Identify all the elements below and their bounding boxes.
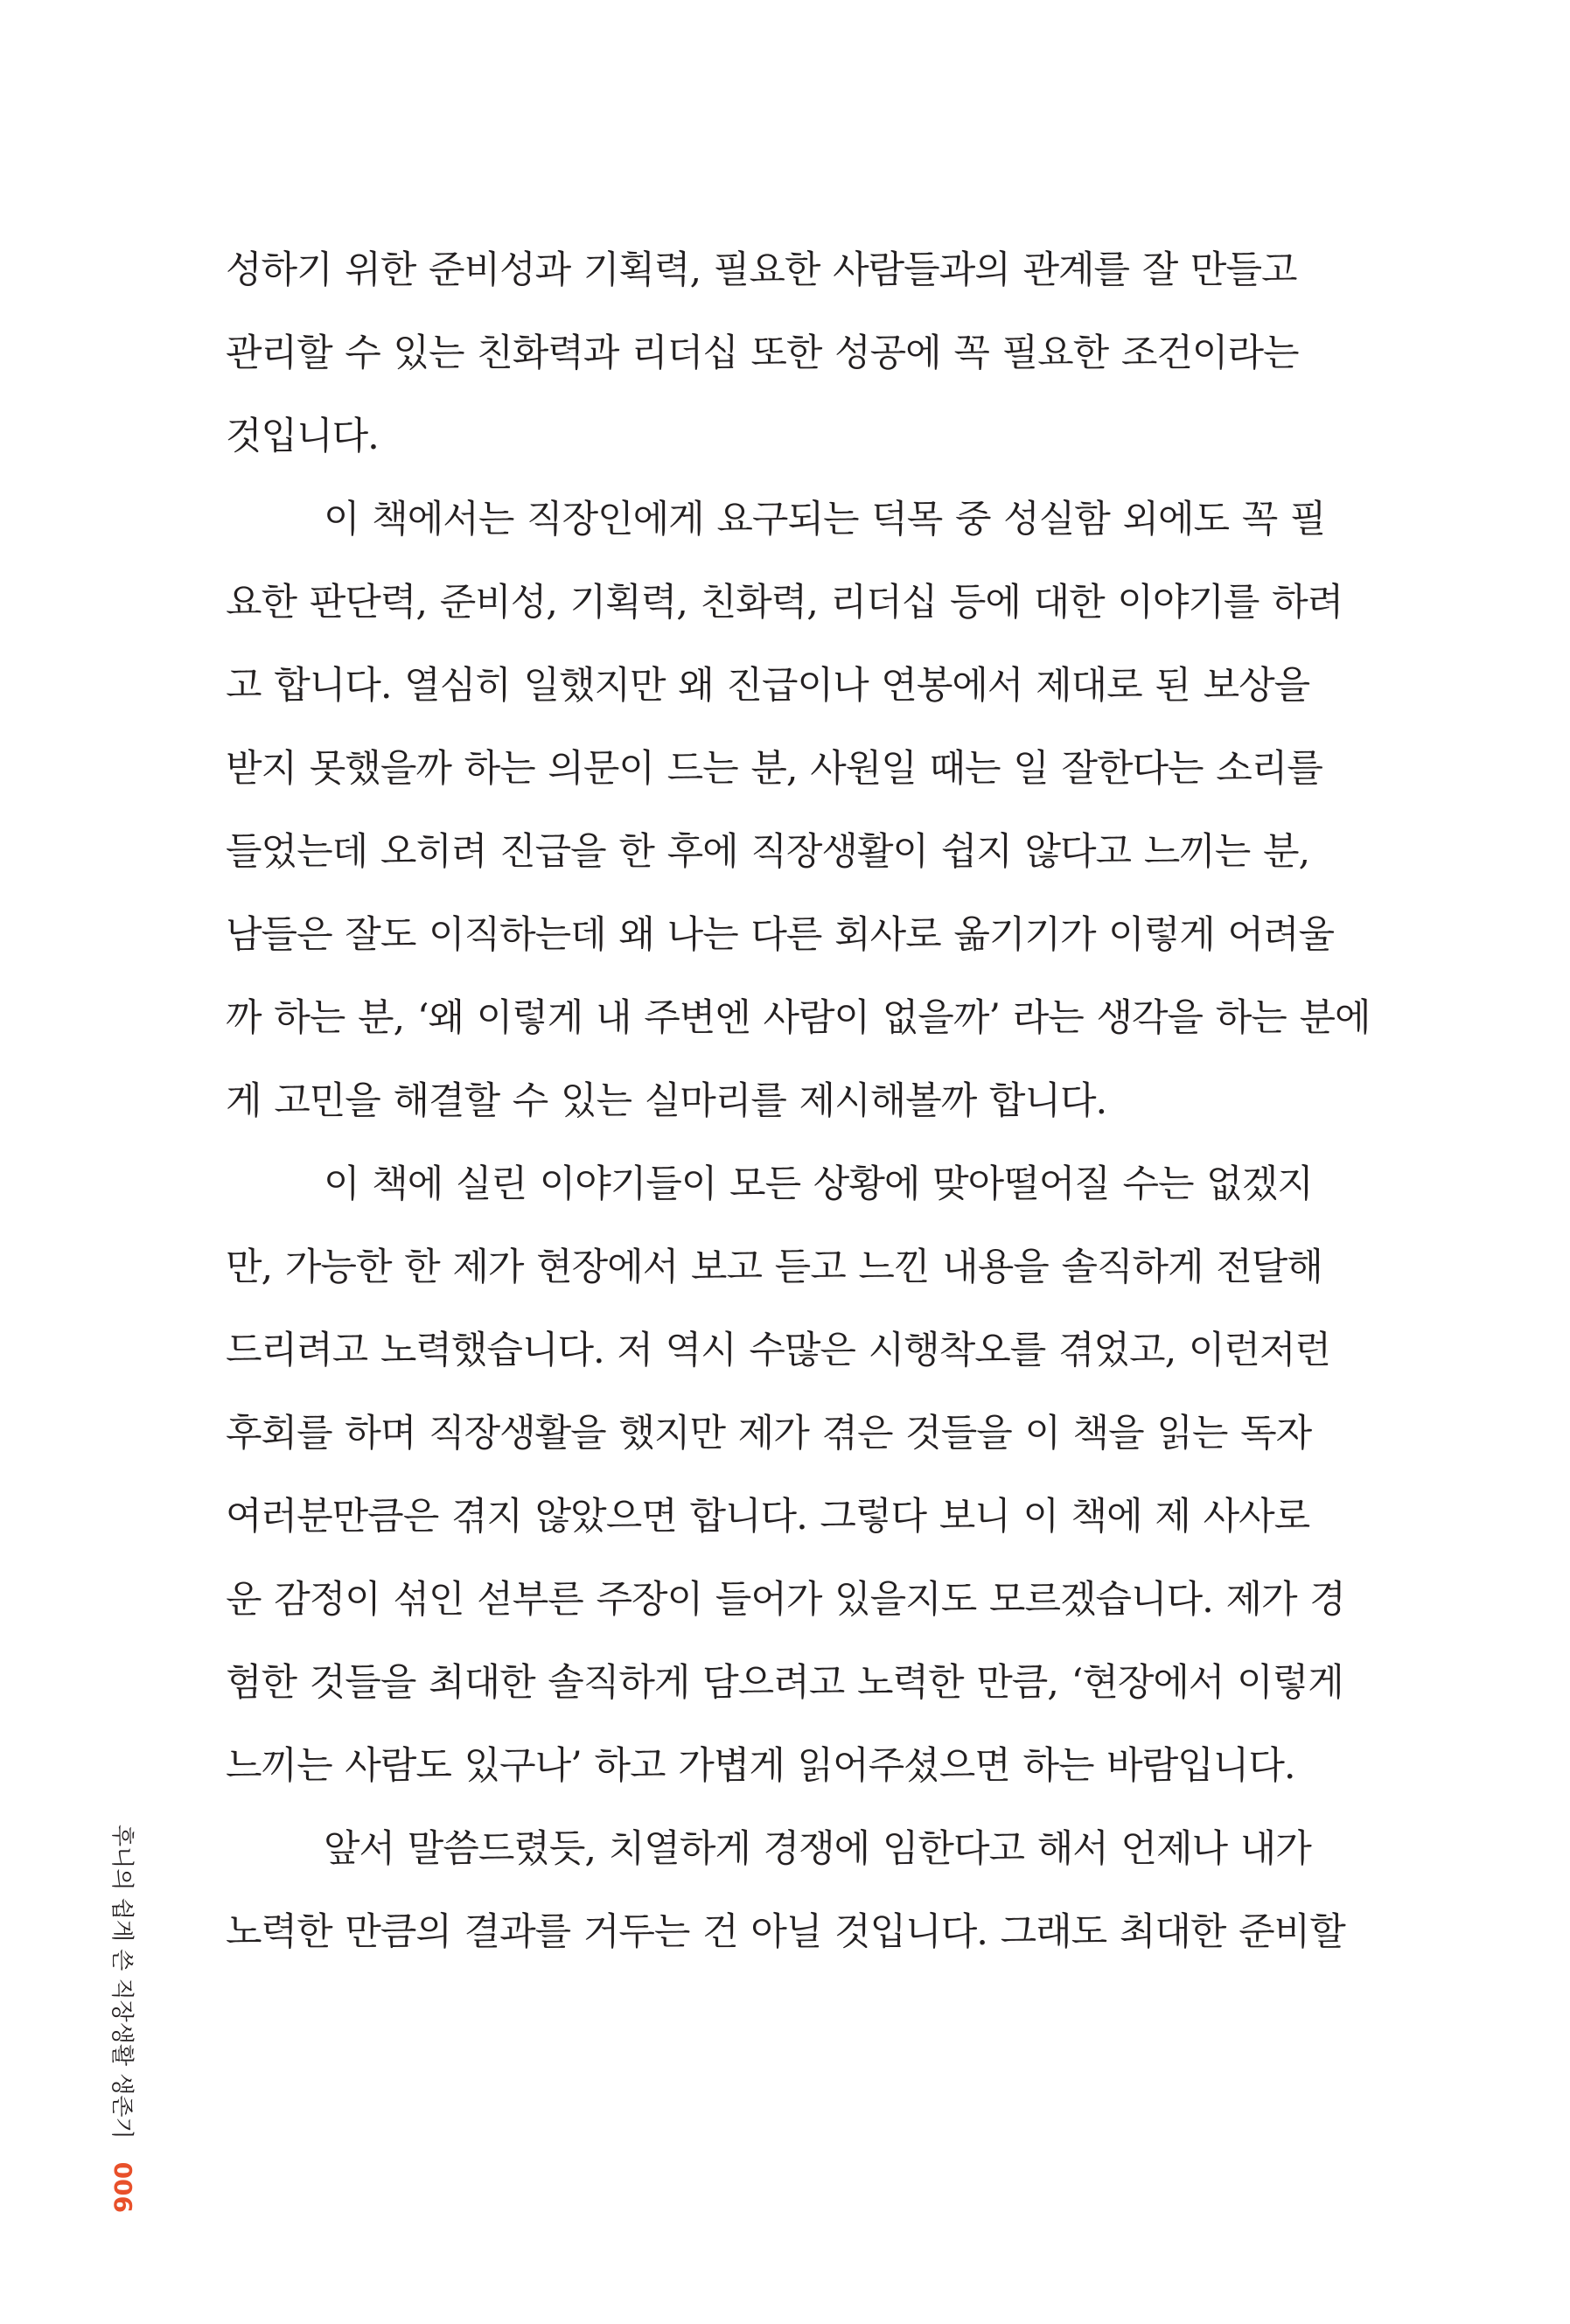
text-line: 요한 판단력, 준비성, 기획력, 친화력, 리더십 등에 대한 이야기를 하려: [226, 581, 1343, 625]
text-line: 노력한 만큼의 결과를 거두는 건 아닐 것입니다. 그래도 최대한 준비할: [226, 1910, 1345, 1954]
text-line: 들었는데 오히려 진급을 한 후에 직장생활이 쉽지 않다고 느끼는 분,: [226, 830, 1310, 874]
text-line: 만, 가능한 한 제가 현장에서 보고 듣고 느낀 내용을 솔직하게 전달해: [226, 1246, 1322, 1289]
text-line: 운 감정이 섞인 섣부른 주장이 들어가 있을지도 모르겠습니다. 제가 경: [226, 1578, 1345, 1622]
text-line: 것입니다.: [226, 415, 379, 458]
paragraph: [226, 1808, 1345, 1974]
page-number: 006: [108, 2161, 137, 2214]
paragraph: [226, 1143, 1345, 1808]
text-line: 까 하는 분, ‘왜 이렇게 내 주변엔 사람이 없을까’ 라는 생각을 하는 분에: [226, 996, 1371, 1040]
paragraph: [226, 229, 1299, 478]
text-line: 이 책에 실린 이야기들이 모든 상황에 맞아떨어질 수는 없겠지: [324, 1162, 1313, 1206]
paragraph: [226, 478, 1371, 1143]
text-line: 이 책에서는 직장인에게 요구되는 덕목 중 성실함 외에도 꼭 필: [324, 498, 1326, 541]
text-line: 험한 것들을 최대한 솔직하게 담으려고 노력한 만큼, ‘현장에서 이렇게: [226, 1661, 1343, 1705]
text-line: 고 합니다. 열심히 일했지만 왜 진급이나 연봉에서 제대로 된 보상을: [226, 664, 1310, 708]
book-title: 후니의 쉽게 쓴 직장생활 생존기: [108, 1825, 135, 2139]
text-line: 게 고민을 해결할 수 있는 실마리를 제시해볼까 합니다.: [226, 1079, 1107, 1123]
body-text: [226, 229, 1371, 1974]
text-line: 후회를 하며 직장생활을 했지만 제가 겪은 것들을 이 책을 읽는 독자: [226, 1412, 1312, 1455]
text-line: 성하기 위한 준비성과 기획력, 필요한 사람들과의 관계를 잘 만들고: [226, 248, 1297, 292]
text-line: 앞서 말씀드렸듯, 치열하게 경쟁에 임한다고 해서 언제나 내가: [324, 1827, 1311, 1871]
text-line: 느끼는 사람도 있구나’ 하고 가볍게 읽어주셨으면 하는 바람입니다.: [226, 1744, 1295, 1788]
text-line: 드리려고 노력했습니다. 저 역시 수많은 시행착오를 겪었고, 이런저런: [226, 1329, 1331, 1372]
text-line: 여러분만큼은 겪지 않았으면 합니다. 그렇다 보니 이 책에 제 사사로: [226, 1495, 1310, 1539]
text-line: 남들은 잘도 이직하는데 왜 나는 다른 회사로 옮기기가 이렇게 어려울: [226, 913, 1335, 957]
text-line: 관리할 수 있는 친화력과 리더십 또한 성공에 꼭 필요한 조건이라는: [226, 332, 1299, 375]
running-footer: [104, 1825, 140, 2213]
text-line: 받지 못했을까 하는 의문이 드는 분, 사원일 때는 일 잘한다는 소리를: [226, 747, 1322, 791]
